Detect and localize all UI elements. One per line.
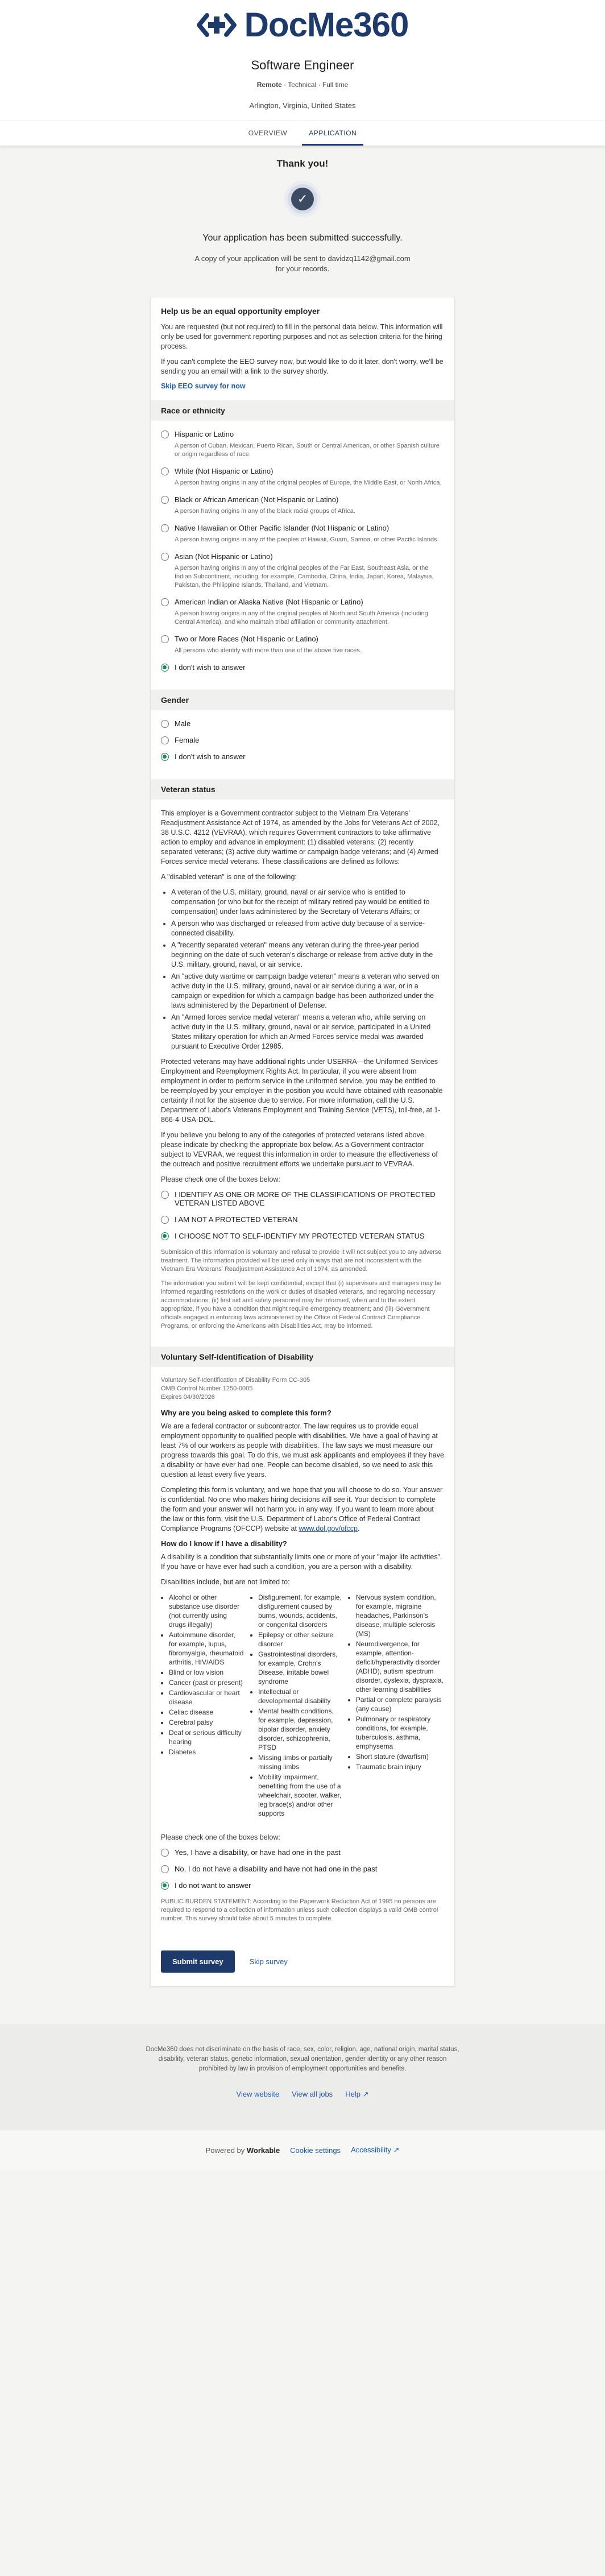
eeo-intro [151, 297, 454, 400]
include-label: Disabilities include, but are not limited to: [161, 1578, 290, 1586]
radio-label: I do not want to answer [175, 1881, 251, 1890]
race-option[interactable] [161, 663, 444, 672]
voluntary-text: Completing this form is voluntary, and we hope that you will choose to do so. Your answer is confidential. No one who makes hiring decisions will see it. Your decision to complete the form and your answer will not harm you in any way. If you want to learn more about the law or this form, visit the U.S. Department of Labor's Office of Federal Contract Compliance Programs (OFCCP) website at [161, 1486, 443, 1533]
radio-label: Black or African American (Not Hispanic or Latino) [175, 495, 339, 504]
ofccp-link[interactable]: www.dol.gov/ofccp [299, 1525, 358, 1533]
race-option[interactable] [161, 524, 444, 544]
company-logo[interactable] [0, 0, 605, 44]
race-option[interactable] [161, 598, 444, 627]
accessibility-link[interactable] [351, 2146, 399, 2155]
radio-button[interactable] [161, 736, 169, 744]
veteran-option[interactable] [161, 1232, 444, 1240]
footer-disclaimer: DocMe360 does not discriminate on the basis of race, sex, color, religion, age, national origin, marital status, disability, veteran status, genetic information, sexual orientation, gender identity or any other reason prohibited by law in provision of employment opportunities and benefits. [146, 2046, 459, 2072]
list-item: • Blind or low vision [169, 1668, 245, 1677]
radio-button[interactable] [161, 664, 169, 672]
radio-button[interactable] [161, 598, 169, 606]
veteran-option[interactable] [161, 1190, 444, 1207]
eeo-title: Help us be an equal opportunity employer [161, 307, 320, 316]
list-item: • Mental health conditions, for example, depression, bipolar disorder, anxiety disorder, schizophrenia, PTSD [258, 1707, 342, 1752]
radio-label: Male [175, 719, 191, 728]
list-item: • Missing limbs or partially missing limbs [258, 1753, 342, 1771]
gender-option[interactable] [161, 752, 444, 761]
eeo-survey-card [150, 297, 455, 1987]
list-item: • An "Armed forces service medal veteran" means a veteran who, while serving on active duty in the U.S. military, ground, naval or air service, participated in a United States military operation for which an Armed Forces service medal was awarded pursuant to Executive Order 12985. [171, 1013, 444, 1051]
view-all-jobs-link[interactable]: View all jobs [292, 2090, 333, 2098]
veteran-note: The information you submit will be kept confidential, except that (i) supervisors and managers may be informed regarding restrictions on the work or duties of disabled veterans, and regarding necessary accommodations; (ii) first aid and safety personnel may be informed, when and to the extent appropriate, if you have a condition that might require emergency treatment; and (iii) Government officials engaged in enforcing laws administered by the Office of Federal Contract Compliance Programs, or enforcing the Americans with Disabilities Act, may be informed. [161, 1280, 442, 1330]
know-paragraph: A disability is a condition that substantially limits one or more of your "major life activities". If you have or have ever had such a condition, you are a person with a disability. [161, 1553, 442, 1571]
radio-description: A person having origins in any of the original peoples of the Far East, Southeast Asia, or the Indian Subcontinent, including, for example, Cambodia, China, India, Japan, Korea, Malaysia, Pakistan, the Philippine Islands, Thailand, and Vietnam. [175, 565, 434, 589]
list-item: • Pulmonary or respiratory conditions, for example, tuberculosis, asthma, emphysema [356, 1714, 444, 1751]
veteran-section-title: Veteran status [151, 779, 454, 800]
disability-options [161, 1848, 444, 1890]
list-item: • Deaf or serious difficulty hearing [169, 1728, 245, 1746]
disability-section [151, 1367, 454, 1939]
success-message: Your application has been submitted successfully. [202, 233, 403, 243]
omb-number: OMB Control Number 1250-0005 [161, 1385, 253, 1392]
submit-survey-button[interactable]: Submit survey [161, 1950, 235, 1973]
list-item: • Disfigurement, for example, disfigurement caused by burns, wounds, accidents, or congenital disorders [258, 1593, 342, 1629]
list-item: • A "recently separated veteran" means any veteran during the three-year period beginning on the date of such veteran's discharge or release from active duty in the U.S. military, ground, naval, or air service. [171, 941, 444, 970]
copy-note-line: A copy of your application will be sent to davidzq1142@gmail.com [194, 254, 411, 263]
list-item: • A veteran of the U.S. military, ground, naval or air service who is entitled to compensation (or who but for the receipt of military retired pay would be entitled to compensation) under laws administered by the Secretary of Veterans Affairs; or [171, 888, 444, 917]
gender-option[interactable] [161, 736, 444, 744]
gender-section-title: Gender [151, 690, 454, 710]
radio-button[interactable] [161, 553, 169, 561]
radio-description: A person having origins in any of the original peoples of Europe, the Middle East, or North Africa. [175, 479, 442, 486]
radio-description: A person having origins in any of the original peoples of North and South America (including Central America), and who maintain tribal affiliation or community attachment. [175, 610, 428, 626]
radio-button[interactable] [161, 753, 169, 761]
logo-mark-icon [197, 11, 237, 39]
form-number: Voluntary Self-Identification of Disability Form CC-305 [161, 1377, 310, 1384]
radio-description: A person of Cuban, Mexican, Puerto Rican, South or Central American, or other Spanish culture or origin regardless of race. [175, 442, 440, 458]
list-item: • Cardiovascular or heart disease [169, 1688, 245, 1707]
view-website-link[interactable]: View website [236, 2090, 280, 2098]
page-header [0, 0, 605, 146]
radio-button[interactable] [161, 720, 169, 728]
list-item: • Autoimmune disorder, for example, lupus, fibromyalgia, rheumatoid arthritis, HIV/AIDS [169, 1630, 245, 1667]
thank-you-heading: Thank you! [276, 158, 329, 169]
radio-label: Native Hawaiian or Other Pacific Islander (Not Hispanic or Latino) [175, 524, 389, 532]
radio-label: I AM NOT A PROTECTED VETERAN [175, 1215, 298, 1224]
disability-prompt: Please check one of the boxes below: [161, 1833, 280, 1841]
radio-description: A person having origins in any of the peoples of Hawaii, Guam, Samoa, or other Pacific Islands. [175, 536, 439, 543]
radio-label: Hispanic or Latino [175, 430, 234, 438]
radio-label: Asian (Not Hispanic or Latino) [175, 552, 273, 561]
powered-bar [0, 2130, 605, 2170]
job-meta-rest: · Technical · Full time [281, 81, 349, 89]
radio-button[interactable] [161, 1216, 169, 1224]
radio-label: I CHOOSE NOT TO SELF-IDENTIFY MY PROTECTED VETERAN STATUS [175, 1232, 425, 1240]
eeo-paragraph: If you can't complete the EEO survey now, but would like to do it later, don't worry, we'll be sending you an email with a link to the survey shortly. [161, 358, 444, 375]
radio-label: I don't wish to answer [175, 752, 246, 761]
list-item: • Gastrointestinal disorders, for example, Crohn's Disease, irritable bowel syndrome [258, 1650, 342, 1686]
voluntary-paragraph: Completing this form is voluntary, and we hope that you will choose to do so. Your answer is confidential. No one who makes hiring decisions will see it. Your decision to complete the form and your answer will not harm you in any way. If you want to learn more about the law or this form, visit the U.S. Department of Labor's Office of Federal Contract Compliance Programs (OFCCP) website at www.dol.gov/ofccp. [161, 1486, 443, 1533]
radio-button[interactable] [161, 635, 169, 643]
radio-button[interactable] [161, 524, 169, 532]
disability-option[interactable] [161, 1848, 444, 1857]
list-item: • Partial or complete paralysis (any cause) [356, 1695, 444, 1713]
radio-button[interactable] [161, 1865, 169, 1873]
survey-actions [151, 1939, 454, 1986]
list-item: • Intellectual or developmental disability [258, 1687, 342, 1705]
job-tabs [0, 121, 605, 146]
radio-button[interactable] [161, 1232, 169, 1240]
checkmark-icon: ✓ [291, 188, 314, 210]
radio-label: Two or More Races (Not Hispanic or Latino) [175, 635, 318, 643]
gender-option[interactable] [161, 719, 444, 728]
skip-survey-link[interactable]: Skip survey [249, 1957, 288, 1966]
radio-label: White (Not Hispanic or Latino) [175, 467, 274, 475]
external-link-icon: ↗ [393, 2146, 400, 2154]
burden-statement: PUBLIC BURDEN STATEMENT: According to the Paperwork Reduction Act of 1995 no persons are required to respond to a collection of information unless such collection displays a valid OMB control number. This survey should take about 5 minutes to complete. [161, 1898, 438, 1922]
radio-label: I IDENTIFY AS ONE OR MORE OF THE CLASSIFICATIONS OF PROTECTED VETERAN LISTED ABOVE [175, 1190, 436, 1207]
eeo-paragraph: You are requested (but not required) to fill in the personal data below. This information will only be used for government reporting purposes and not as selection criteria for the hiring process. [161, 323, 443, 350]
disability-examples [161, 1593, 444, 1825]
job-workplace: Remote [256, 81, 282, 89]
list-item: • Traumatic brain injury [356, 1762, 444, 1771]
disability-option[interactable] [161, 1865, 444, 1873]
race-option[interactable] [161, 467, 444, 487]
list-item: • Mobility impairment, benefiting from the use of a wheelchair, scooter, walker, leg brace(s) and/or other supports [258, 1772, 342, 1818]
radio-button[interactable] [161, 430, 169, 438]
job-title: Software Engineer [251, 58, 354, 72]
footer [0, 2024, 605, 2130]
radio-button[interactable] [161, 496, 169, 504]
radio-button[interactable] [161, 1882, 169, 1890]
list-item: • Short stature (dwarfism) [356, 1752, 444, 1761]
accessibility-label: Accessibility [351, 2146, 391, 2154]
veteran-paragraph: A "disabled veteran" is one of the following: [161, 873, 297, 881]
radio-label: No, I do not have a disability and have not had one in the past [175, 1865, 378, 1873]
veteran-option[interactable] [161, 1215, 444, 1224]
copy-note [0, 254, 605, 274]
race-option[interactable] [161, 635, 444, 655]
radio-button[interactable] [161, 1191, 169, 1199]
list-item: • An "active duty wartime or campaign badge veteran" means a veteran who served on active duty in the U.S. military, ground, naval or air service during a war, or in a campaign or expedition for which a campaign badge has been authorized under the laws administered by the Department of Defense. [171, 972, 444, 1010]
list-item: • Epilepsy or other seizure disorder [258, 1630, 342, 1649]
logo-text: DocMe360 [244, 6, 409, 44]
disability-list [169, 1593, 245, 1819]
list-item: • A person who was discharged or released from active duty because of a service-connected disability. [171, 919, 444, 938]
tab-application[interactable]: APPLICATION [302, 121, 363, 146]
form-expiry: Expires 04/30/2026 [161, 1394, 215, 1401]
veteran-paragraph: This employer is a Government contractor subject to the Vietnam Era Veterans' Readjustment Assistance Act of 1974, as amended by the Jobs for Veterans Act of 2002, 38 U.S.C. 4212 (VEVRAA), which requires Government contractors to take affirmative action to employ and advance in employment: (1) disabled veterans; (2) recently separated veterans; (3) active duty wartime or campaign badge veterans; and (4) Armed Forces service medal veterans. These classifications are defined as follows: [161, 809, 440, 865]
why-heading: Why are you being asked to complete this form? [161, 1409, 331, 1417]
gender-options [151, 710, 454, 779]
list-item: • Diabetes [169, 1747, 245, 1757]
copy-note-line: for your records. [275, 264, 330, 273]
radio-label: American Indian or Alaska Native (Not Hispanic or Latino) [175, 598, 363, 606]
list-item: • Cerebral palsy [169, 1718, 245, 1727]
help-link-label: Help [345, 2090, 360, 2098]
radio-description: A person having origins in any of the black racial groups of Africa. [175, 508, 355, 515]
job-location: Arlington, Virginia, United States [249, 101, 356, 110]
radio-button[interactable] [161, 1849, 169, 1857]
disability-section-title: Voluntary Self-Identification of Disability [151, 1347, 454, 1367]
veteran-paragraph: Protected veterans may have additional rights under USERRA—the Uniformed Services Employment and Reemployment Rights Act. In particular, if you were absent from employment in order to perform service in the uniformed service, you may be entitled to be reemployed by your employer in the position you would have obtained with reasonable certainty if not for the absence due to service. For more information, call the U.S. Department of Labor's Veterans Employment and Training Service (VETS), toll-free, at 1-866-4-USA-DOL. [161, 1058, 443, 1124]
veteran-definitions [171, 888, 444, 1051]
powered-by-label: Powered by [205, 2146, 245, 2155]
list-item: • Cancer (past or present) [169, 1678, 245, 1687]
help-link[interactable] [345, 2090, 368, 2099]
tab-overview[interactable]: OVERVIEW [248, 129, 288, 137]
confirmation [0, 146, 605, 274]
radio-label: Yes, I have a disability, or have had one in the past [175, 1848, 341, 1857]
race-section-title: Race or ethnicity [151, 400, 454, 421]
veteran-prompt: Please check one of the boxes below: [161, 1175, 280, 1183]
success-badge [284, 181, 321, 217]
list-item: • Neurodivergence, for example, attention-deficit/hyperactivity disorder (ADHD), autism spectrum disorder, dyslexia, dyspraxia, other learning disabilities [356, 1639, 444, 1694]
race-option[interactable] [161, 552, 444, 590]
race-option[interactable] [161, 495, 444, 516]
external-link-icon: ↗ [362, 2090, 369, 2098]
veteran-note: Submission of this information is voluntary and refusal to provide it will not subject you to any adverse treatment. The information provided will be used only in ways that are not inconsistent with the Vietnam Era Veterans' Readjustment Assistance Act of 1974, as amended. [161, 1249, 442, 1273]
list-item: • Celiac disease [169, 1708, 245, 1717]
cookie-settings-link[interactable]: Cookie settings [290, 2146, 341, 2155]
radio-description: All persons who identify with more than one of the above five races. [175, 647, 362, 654]
why-paragraph: We are a federal contractor or subcontractor. The law requires us to provide equal employment opportunity to qualified people with disabilities. We have a goal of having at least 7% of our workers as people with disabilities. The law says we must measure our progress towards this goal. To do this, we must ask applicants and employees if they have a disability or have ever had one. People can become disabled, so we need to ask this question at least every five years. [161, 1422, 444, 1478]
race-option[interactable] [161, 430, 444, 459]
veteran-options [161, 1190, 444, 1240]
veteran-paragraph: If you believe you belong to any of the categories of protected veterans listed above, please indicate by checking the appropriate box below. As a Government contractor subject to VEVRAA, we request this information in order to measure the effectiveness of the outreach and positive recruitment efforts we undertake pursuant to VEVRAA. [161, 1131, 438, 1168]
know-heading: How do I know if I have a disability? [161, 1539, 287, 1548]
disability-list [258, 1593, 342, 1819]
disability-option[interactable] [161, 1881, 444, 1890]
powered-by [206, 2146, 280, 2155]
job-meta [0, 81, 605, 89]
skip-eeo-link[interactable]: Skip EEO survey for now [161, 382, 246, 390]
radio-button[interactable] [161, 467, 169, 475]
veteran-section [151, 800, 454, 1347]
list-item: • Alcohol or other substance use disorder (not currently using drugs illegally) [169, 1593, 245, 1629]
radio-label: I don't wish to answer [175, 663, 246, 672]
radio-label: Female [175, 736, 200, 744]
list-item: • Nervous system condition, for example, migraine headaches, Parkinson's disease, multiple sclerosis (MS) [356, 1593, 444, 1638]
workable-logo[interactable]: Workable [246, 2146, 280, 2155]
footer-links [0, 2090, 605, 2099]
disability-list [356, 1593, 444, 1819]
race-options [151, 421, 454, 690]
